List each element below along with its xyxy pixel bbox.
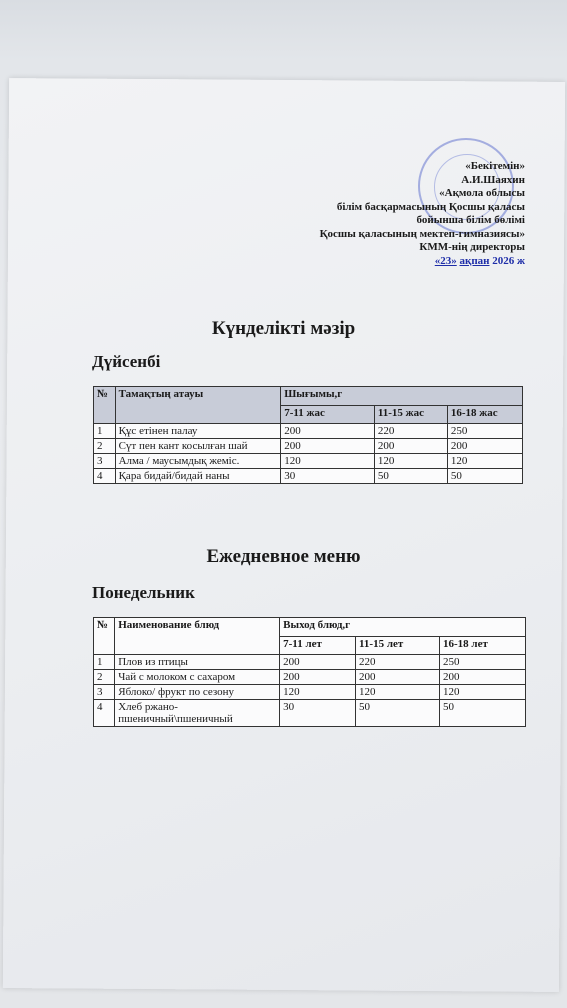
row-value: 200 xyxy=(280,655,356,670)
approval-line-5: бойынша білім бөлімі xyxy=(416,214,525,226)
row-dish: Яблоко/ фрукт по сезону xyxy=(115,685,280,700)
row-value: 200 xyxy=(439,670,525,685)
table-header-row xyxy=(94,387,523,406)
row-num: 2 xyxy=(94,439,116,454)
col-header-name: Наименование блюд xyxy=(115,618,280,655)
row-value: 120 xyxy=(356,685,440,700)
row-dish: Хлеб ржано-пшеничный\пшеничный xyxy=(115,700,280,727)
approval-line-7: КММ-нің директоры xyxy=(419,241,525,253)
col-header-output: Выход блюд,г xyxy=(280,618,526,637)
row-value: 30 xyxy=(281,469,375,484)
table-row xyxy=(94,424,523,439)
row-value: 120 xyxy=(447,454,522,469)
row-value: 200 xyxy=(356,670,440,685)
table-row xyxy=(94,670,526,685)
row-value: 250 xyxy=(447,424,522,439)
row-dish: Сүт пен кант косылған шай xyxy=(115,439,281,454)
row-value: 200 xyxy=(280,670,356,685)
approval-line-6: Қосшы қаласының мектеп-гимназиясы» xyxy=(319,227,525,240)
row-value: 200 xyxy=(281,424,375,439)
rus-day-label: Понедельник xyxy=(92,583,195,602)
col-header-age-2: 11-15 жас xyxy=(374,405,447,424)
approval-line-approve: «Бекітемін» xyxy=(465,160,525,172)
row-value: 50 xyxy=(439,700,525,727)
row-dish: Қара бидай/бидай наны xyxy=(115,469,281,484)
row-num: 4 xyxy=(94,700,115,727)
kaz-menu-table xyxy=(93,386,523,484)
row-value: 50 xyxy=(374,469,447,484)
approval-block xyxy=(265,160,525,268)
table-row xyxy=(94,439,523,454)
rus-menu-title: Ежедневное меню xyxy=(206,546,361,567)
kaz-day-label: Дүйсенбі xyxy=(92,352,161,371)
row-dish: Чай с молоком с сахаром xyxy=(115,670,280,685)
row-num: 3 xyxy=(94,454,116,469)
col-header-age-3: 16-18 жас xyxy=(447,405,522,424)
row-value: 30 xyxy=(280,700,356,727)
row-value: 50 xyxy=(356,700,440,727)
table-row xyxy=(94,700,526,727)
row-value: 120 xyxy=(281,454,375,469)
table-header-row xyxy=(94,618,526,637)
approval-date xyxy=(265,255,525,269)
kaz-menu-title: Күнделікті мәзір xyxy=(211,318,356,339)
row-value: 120 xyxy=(280,685,356,700)
row-value: 50 xyxy=(447,469,522,484)
row-value: 220 xyxy=(356,655,440,670)
table-row xyxy=(94,655,526,670)
row-value: 120 xyxy=(374,454,447,469)
row-dish: Алма / маусымдық жеміс. xyxy=(115,454,281,469)
approval-director-name: А.И.Шаяхин xyxy=(461,173,525,186)
approval-date-year: 2026 ж xyxy=(492,254,525,267)
row-dish: Құс етінен палау xyxy=(115,424,281,439)
col-header-output: Шығымы,г xyxy=(281,387,523,406)
rus-menu-table xyxy=(93,617,526,727)
col-header-age-1: 7-11 лет xyxy=(280,636,356,655)
row-num: 1 xyxy=(94,424,116,439)
row-value: 200 xyxy=(281,439,375,454)
col-header-age-2: 11-15 лет xyxy=(356,636,440,655)
table-row xyxy=(94,469,523,484)
approval-line-3: «Ақмола облысы xyxy=(439,187,525,199)
row-num: 3 xyxy=(94,685,115,700)
row-value: 120 xyxy=(439,685,525,700)
col-header-num: № xyxy=(94,618,115,655)
approval-date-day: «23» xyxy=(434,254,457,267)
row-num: 1 xyxy=(94,655,115,670)
col-header-name: Тамақтың атауы xyxy=(115,387,281,424)
approval-line-4: білім басқармасының Қосшы қаласы xyxy=(336,200,525,213)
col-header-age-1: 7-11 жас xyxy=(281,405,375,424)
col-header-num: № xyxy=(94,387,116,424)
table-row xyxy=(94,685,526,700)
table-row xyxy=(94,454,523,469)
row-value: 200 xyxy=(447,439,522,454)
row-num: 4 xyxy=(94,469,116,484)
col-header-age-3: 16-18 лет xyxy=(439,636,525,655)
row-num: 2 xyxy=(94,670,115,685)
approval-date-month: ақпан xyxy=(459,254,490,267)
row-dish: Плов из птицы xyxy=(115,655,280,670)
row-value: 200 xyxy=(374,439,447,454)
row-value: 220 xyxy=(374,424,447,439)
row-value: 250 xyxy=(439,655,525,670)
